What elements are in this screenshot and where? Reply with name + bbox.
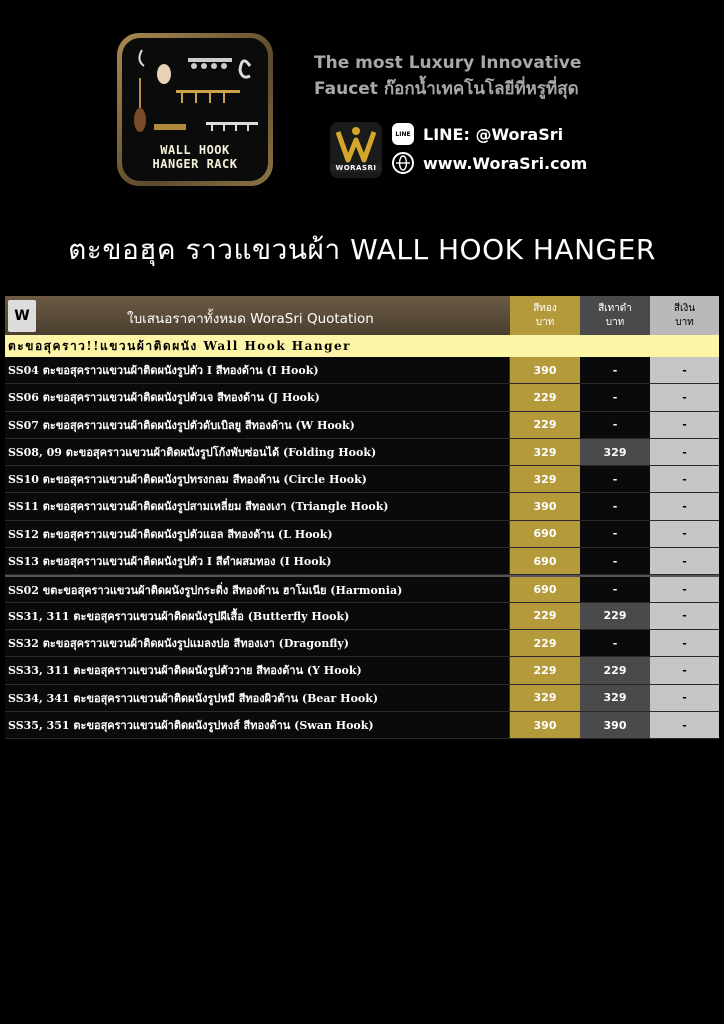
table-body xyxy=(5,357,719,739)
price-gray: - xyxy=(580,577,650,601)
price-gold: 690 xyxy=(510,577,580,601)
price-silver: - xyxy=(650,630,719,656)
product-name: SS33, 311 ตะขอสุคราวแขวนผ้าติดผนังรูปตัววาย สีทองด้าน (Y Hook) xyxy=(5,657,510,683)
price-silver: - xyxy=(650,357,719,383)
table-row xyxy=(5,575,719,602)
price-gold: 390 xyxy=(510,712,580,738)
product-name: SS08, 09 ตะขอสุคราวแขวนผ้าติดผนังรูปโก้งพับซ่อนได้ (Folding Hook) xyxy=(5,439,510,465)
price-gray: - xyxy=(580,493,650,519)
price-gray: 390 xyxy=(580,712,650,738)
product-name: SS13 ตะขอสุคราวแขวนผ้าติดผนังรูปตัว I สีดำผสมทอง (I Hook) xyxy=(5,548,510,574)
tagline: The most Luxury Innovative Faucet ก๊อกน้ำเทคโนโลยีที่หรูที่สุด xyxy=(314,53,582,99)
price-gold: 329 xyxy=(510,466,580,492)
product-name: SS06 ตะขอสุคราวแขวนผ้าติดผนังรูปตัวเจ สีทองด้าน (J Hook) xyxy=(5,384,510,410)
price-silver: - xyxy=(650,493,719,519)
price-gold: 690 xyxy=(510,521,580,547)
price-gold: 390 xyxy=(510,493,580,519)
table-row xyxy=(5,712,719,739)
line-app-icon: LINE xyxy=(392,123,414,145)
table-title: ใบเสนอราคาทั้งหมด WoraSri Quotation xyxy=(127,311,374,327)
table-header-title-cell xyxy=(5,296,510,335)
column-gray xyxy=(580,296,650,335)
product-name: SS12 ตะขอสุคราวแขวนผ้าติดผนังรูปตัวแอล สีทองด้าน (L Hook) xyxy=(5,521,510,547)
table-row xyxy=(5,521,719,548)
website-link[interactable] xyxy=(392,152,587,174)
price-gold: 229 xyxy=(510,657,580,683)
logo-title: WALL HOOK HANGER RACK xyxy=(152,143,238,171)
table-row xyxy=(5,493,719,520)
price-silver: - xyxy=(650,603,719,629)
hooks-illustration-icon xyxy=(122,38,268,138)
line-contact[interactable] xyxy=(392,123,563,145)
column-silver xyxy=(650,296,719,335)
price-gold: 690 xyxy=(510,548,580,574)
section-heading: ตะขอสุคราว!!แขวนผ้าติดผนัง Wall Hook Hanger xyxy=(5,335,719,357)
price-gold: 329 xyxy=(510,685,580,711)
price-gray: - xyxy=(580,630,650,656)
product-name: SS32 ตะขอสุคราวแขวนผ้าติดผนังรูปแมลงปอ สีทองเงา (Dragonfly) xyxy=(5,630,510,656)
price-gray: - xyxy=(580,384,650,410)
table-row xyxy=(5,466,719,493)
price-gold: 329 xyxy=(510,439,580,465)
price-gray: - xyxy=(580,521,650,547)
price-gray: - xyxy=(580,548,650,574)
price-gold: 229 xyxy=(510,412,580,438)
price-silver: - xyxy=(650,521,719,547)
price-silver: - xyxy=(650,412,719,438)
product-name: SS11 ตะขอสุคราวแขวนผ้าติดผนังรูปสามเหลี่ยม สีทองเงา (Triangle Hook) xyxy=(5,493,510,519)
quotation-table xyxy=(5,296,719,739)
product-name: SS04 ตะขอสุคราวแขวนผ้าติดผนังรูปตัว I สีทองด้าน (I Hook) xyxy=(5,357,510,383)
table-row xyxy=(5,357,719,384)
price-silver: - xyxy=(650,685,719,711)
column-gray-label: สีเทาดำ xyxy=(598,302,632,314)
price-gray: 329 xyxy=(580,439,650,465)
product-name: SS34, 341 ตะขอสุคราวแขวนผ้าติดผนังรูปหมี สีทองผิวด้าน (Bear Hook) xyxy=(5,685,510,711)
product-name: SS02 ขตะขอสุคราวแขวนผ้าติดผนังรูปกระดิ่ง สีทองด้าน ฮาโมเนีย (Harmonia) xyxy=(5,577,510,601)
price-gold: 229 xyxy=(510,384,580,410)
column-gold-label: สีทอง xyxy=(533,302,557,314)
product-name: SS07 ตะขอสุคราวแขวนผ้าติดผนังรูปตัวดับเบิลยู สีทองด้าน (W Hook) xyxy=(5,412,510,438)
column-gold-unit: บาท xyxy=(535,316,555,328)
price-silver: - xyxy=(650,384,719,410)
table-row xyxy=(5,685,719,712)
column-silver-label: สีเงิน xyxy=(673,302,696,314)
price-gold: 229 xyxy=(510,630,580,656)
price-gray: - xyxy=(580,412,650,438)
price-gray: 229 xyxy=(580,657,650,683)
price-gold: 390 xyxy=(510,357,580,383)
price-silver: - xyxy=(650,548,719,574)
price-gray: - xyxy=(580,466,650,492)
table-row xyxy=(5,657,719,684)
table-row xyxy=(5,603,719,630)
page-title: ตะขอฮุค ราวแขวนผ้า WALL HOOK HANGER xyxy=(68,233,656,266)
column-gold xyxy=(510,296,580,335)
table-row xyxy=(5,384,719,411)
website-text: www.WoraSri.com xyxy=(423,153,588,173)
globe-icon xyxy=(392,152,414,174)
price-silver: - xyxy=(650,657,719,683)
brand-name: WORASRI xyxy=(330,164,382,172)
table-header xyxy=(5,296,719,335)
price-silver: - xyxy=(650,577,719,601)
column-silver-unit: บาท xyxy=(675,316,694,328)
price-silver: - xyxy=(650,712,719,738)
price-silver: - xyxy=(650,466,719,492)
price-gray: 229 xyxy=(580,603,650,629)
product-logo xyxy=(117,33,273,186)
table-logo-icon: W xyxy=(8,300,36,332)
product-name: SS10 ตะขอสุคราวแขวนผ้าติดผนังรูปทรงกลม สีทองด้าน (Circle Hook) xyxy=(5,466,510,492)
column-gray-unit: บาท xyxy=(605,316,625,328)
product-name: SS35, 351 ตะขอสุคราวแขวนผ้าติดผนังรูปหงส์ สีทองด้าน (Swan Hook) xyxy=(5,712,510,738)
price-gray: - xyxy=(580,357,650,383)
price-gold: 229 xyxy=(510,603,580,629)
table-row xyxy=(5,412,719,439)
product-name: SS31, 311 ตะขอสุคราวแขวนผ้าติดผนังรูปผีเสื้อ (Butterfly Hook) xyxy=(5,603,510,629)
table-row xyxy=(5,439,719,466)
price-gray: 329 xyxy=(580,685,650,711)
table-row xyxy=(5,630,719,657)
line-contact-text: LINE: @WoraSri xyxy=(423,124,564,144)
table-row xyxy=(5,548,719,575)
price-silver: - xyxy=(650,439,719,465)
